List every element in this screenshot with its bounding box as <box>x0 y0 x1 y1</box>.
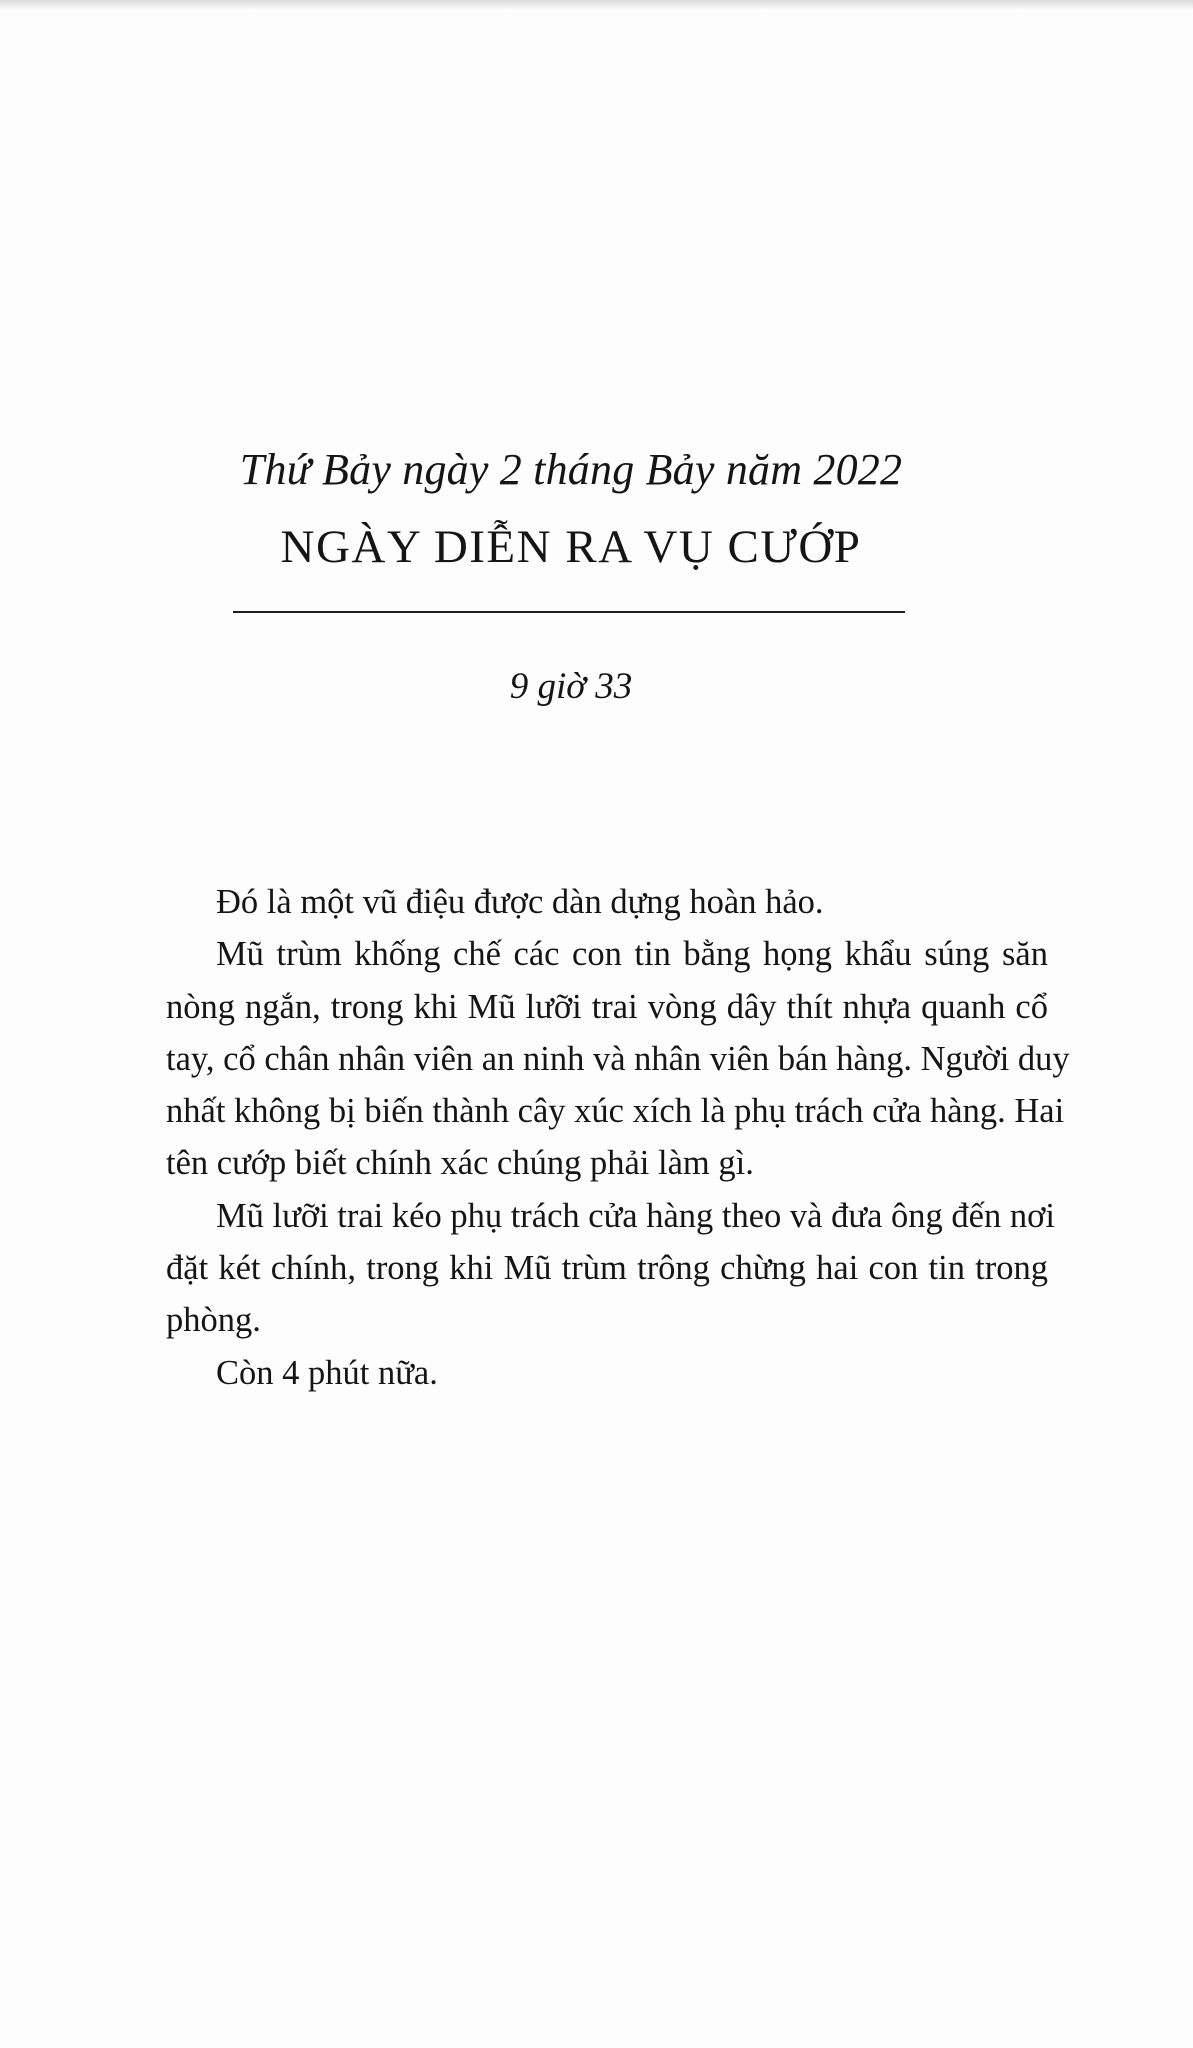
text-line: tay, cổ chân nhân viên an ninh và nhân viên bán hàng. Người duy <box>166 1039 1070 1078</box>
text-line: Mũ trùm khống chế các con tin bằng họng khẩu súng săn <box>216 935 1048 974</box>
paragraph-2 <box>166 928 1070 1189</box>
chapter-date: Thứ Bảy ngày 2 tháng Bảy năm 2022 <box>239 445 903 494</box>
header-divider <box>233 611 905 613</box>
page-top-edge <box>0 0 1193 10</box>
text-line: nòng ngắn, trong khi Mũ lưỡi trai vòng dây thít nhựa quanh cổ <box>166 987 1048 1026</box>
paragraph-4 <box>166 1347 1048 1399</box>
text-line: phòng. <box>166 1301 261 1340</box>
text-line: đặt két chính, trong khi Mũ trùm trông chừng hai con tin trong <box>166 1249 1048 1288</box>
paragraph-1 <box>166 876 1048 928</box>
text-line: Mũ lưỡi trai kéo phụ trách cửa hàng theo và đưa ông đến nơi <box>216 1196 1055 1235</box>
text-line: Đó là một vũ điệu được dàn dựng hoàn hảo. <box>216 883 824 921</box>
text-line: Còn 4 phút nữa. <box>216 1353 438 1392</box>
chapter-title: NGÀY DIỄN RA VỤ CƯỚP <box>280 521 862 573</box>
text-line: nhất không bị biến thành cây xúc xích là phụ trách cửa hàng. Hai <box>166 1092 1065 1131</box>
body-text <box>166 876 1070 1399</box>
chapter-time: 9 giờ 33 <box>509 666 633 707</box>
paragraph-3 <box>166 1190 1055 1347</box>
text-line: tên cướp biết chính xác chúng phải làm gì. <box>166 1144 754 1183</box>
